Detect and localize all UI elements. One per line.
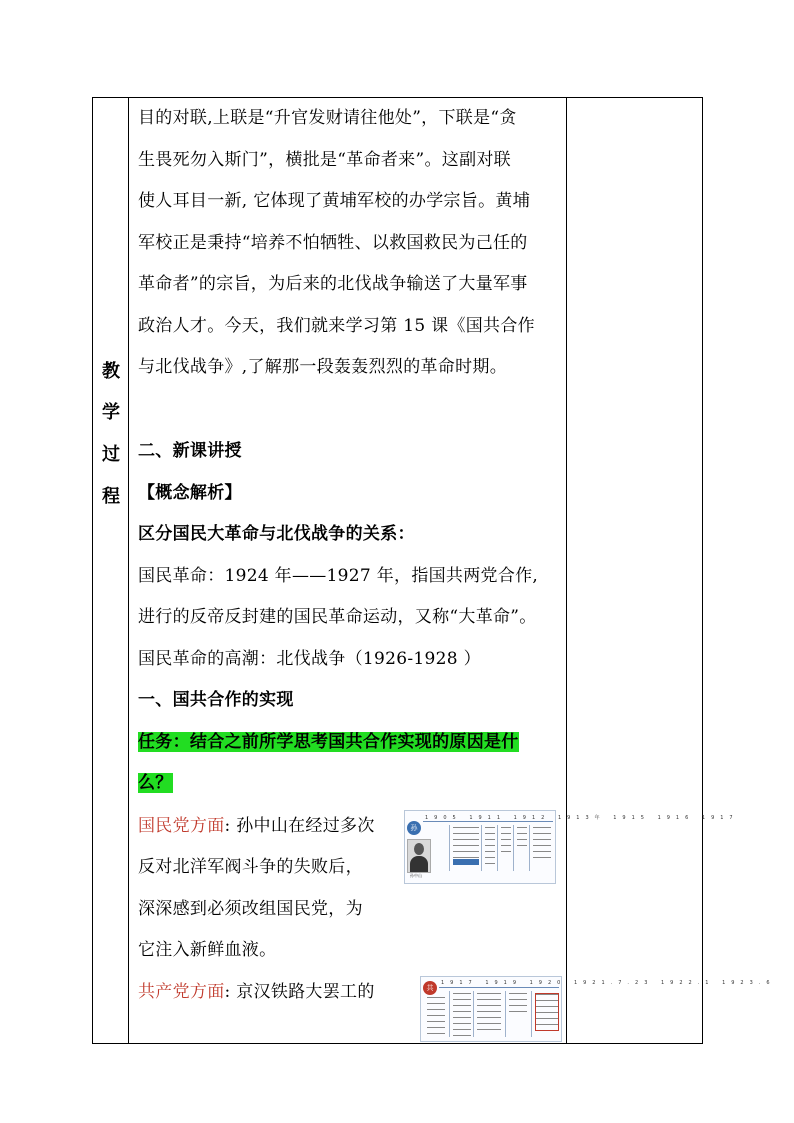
timeline-column-rule (449, 825, 450, 871)
timeline-text-block (427, 997, 445, 1037)
task-highlight: 任务：结合之前所学思考国共合作实现的原因是什 (138, 732, 519, 752)
timeline-column-rule (531, 991, 532, 1037)
timeline-column-rule (449, 991, 450, 1037)
timeline-column-rule (481, 825, 482, 871)
kmt-paragraph-line: 深深感到必须改组国民党，为 (138, 899, 363, 919)
timeline-column-rule (529, 825, 530, 871)
timeline-column-rule (505, 991, 506, 1037)
timeline-text-block (477, 993, 501, 1033)
kmt-paragraph-line (138, 815, 375, 837)
paragraph-line: 使人耳目一新, 它体现了黄埔军校的办学宗旨。黄埔 (138, 191, 531, 211)
side-label-char: 程 (102, 486, 120, 507)
task-highlight: 么？ (138, 773, 173, 793)
paragraph-line: 革命者”的宗旨，为后来的北伐战争输送了大量军事 (138, 274, 528, 294)
paragraph-line: 目的对联,上联是“升官发财请往他处”，下联是“贪 (138, 108, 517, 128)
timeline-column-rule (497, 825, 498, 871)
section-heading-new-lesson: 二、新课讲授 (138, 441, 242, 461)
timeline-column-rule (513, 825, 514, 871)
kmt-label: 国民党方面 (138, 816, 225, 836)
timeline-text-block (453, 993, 471, 1037)
cpc-paragraph-line (138, 981, 375, 1003)
side-label-char: 教 (102, 361, 120, 382)
timeline-text-block (485, 827, 495, 867)
timeline-years: 1917 1919 1920 1921.7.23 1922.1 1923.6 (441, 980, 776, 986)
paragraph-line: 与北伐战争》,了解那一段轰轰烈烈的革命时期。 (138, 357, 508, 377)
timeline-highlight-block (535, 993, 559, 1031)
timeline-highlight-block (453, 859, 479, 865)
table-notes-cell (566, 97, 703, 1044)
cpc-label: 共产党方面 (138, 982, 225, 1002)
portrait-caption: 孙中山 (410, 873, 422, 878)
cpc-timeline-figure (420, 976, 776, 1042)
portrait-image (407, 839, 431, 873)
kmt-text: : 孙中山在经过多次 (224, 816, 375, 836)
timeline-years: 1905 1911 1912 1913年 1915 1916 1917 (425, 815, 739, 821)
kmt-paragraph-line: 它注入新鲜血液。 (138, 940, 277, 960)
timeline-axis (423, 821, 553, 822)
kmt-paragraph-line: 反对北洋军阀斗争的失败后， (138, 857, 363, 877)
revolution-definition-line: 国民革命：1924 年——1927 年，指国共两党合作, (138, 566, 539, 586)
paragraph-line: 军校正是秉持“培养不怕牺牲、以救国救民为己任的 (138, 233, 528, 253)
section-heading-cooperation: 一、国共合作的实现 (138, 690, 294, 710)
table-side-cell (92, 97, 129, 1044)
cpc-text: : 京汉铁路大罢工的 (224, 982, 375, 1002)
revolution-definition-line: 进行的反帝反封建的国民革命运动，又称“大革命”。 (138, 607, 537, 627)
concept-question: 区分国民大革命与北伐战争的关系： (138, 524, 415, 544)
timeline-text-block (533, 827, 551, 861)
paragraph-line: 政治人才。今天，我们就来学习第 15 课《国共合作 (138, 316, 535, 336)
revolution-climax-line: 国民革命的高潮：北伐战争（1926-1928 ） (138, 649, 481, 669)
kmt-timeline-figure (404, 810, 739, 884)
side-label-char: 学 (102, 402, 120, 423)
timeline-text-block (509, 993, 527, 1013)
timeline-badge-icon: 共 (423, 981, 437, 995)
timeline-text-block (501, 827, 511, 857)
side-label-char: 过 (102, 444, 120, 465)
timeline-column-rule (473, 991, 474, 1037)
timeline-text-block (517, 827, 527, 851)
concept-heading: 【概念解析】 (138, 483, 242, 503)
timeline-axis (439, 987, 559, 988)
paragraph-line: 生畏死勿入斯门”，横批是“革命者来”。这副对联 (138, 150, 511, 170)
timeline-badge-icon: 孙 (407, 821, 421, 835)
